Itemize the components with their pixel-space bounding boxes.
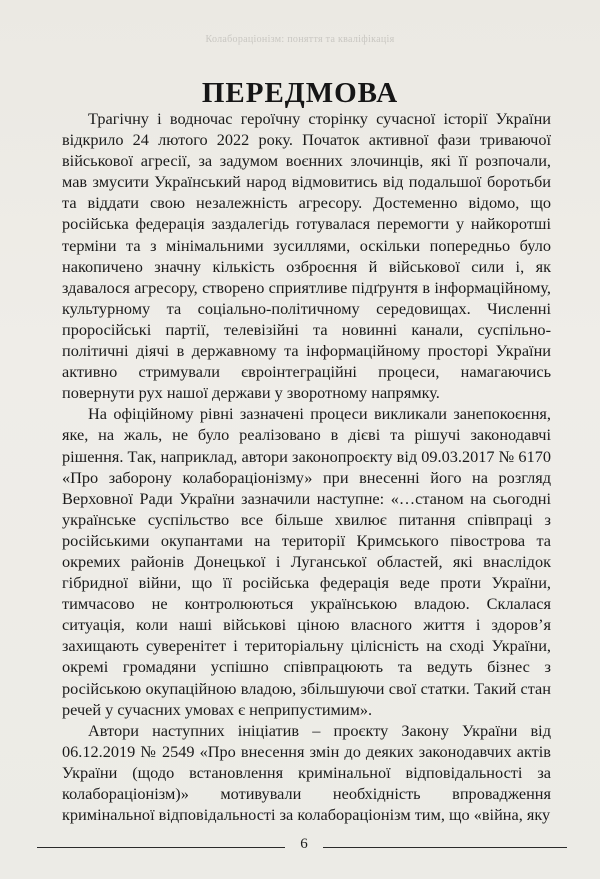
paragraph-2: На офіційному рівні зазначені процеси викликали занепокоєння, яке, на жаль, не було реалізовано в дієві та рішучі законодавчі рішення. Так, наприклад, автори законопроєкту від 09.03.2017 № 6170 «Про заборону колабораціонізму» при внесенні його на розгляд Верховної Ради України зазначили наступне: «…станом на сьогодні українське суспільство все більше хвилює питання співпраці з російськими окупантами на території Кримського півострова та окремих районів Донецької і Луганської областей, які внаслідок гібридної війни, що її російська федерація веде проти України, тимчасово не контролюються українською владою. Склалася ситуація, коли наші військові ціною власного життя і здоров’я захищають суверенітет і територіальну цілісність на сході України, окремі громадяни успішно співпрацюють та ведуть бізнес з російською окупаційною владою, збільшуючи свої статки. Такий стан речей у сучасних умовах є неприпустимим». xyxy=(62,404,551,719)
footer-rule-left xyxy=(37,847,285,848)
page-number: 6 xyxy=(300,836,308,852)
page-title: ПЕРЕДМОВА xyxy=(201,77,399,110)
footer-rule-right xyxy=(323,847,567,848)
body-text xyxy=(62,108,551,825)
running-head: Колабораціонізм: поняття та кваліфікація xyxy=(205,34,395,45)
page-footer xyxy=(37,836,567,856)
paragraph-3: Автори наступних ініціатив – проєкту Закону України від 06.12.2019 № 2549 «Про внесення змін до деяких законодавчих актів України (щодо встановлення кримінальної відповідальності за колабораціонізм)» мотивували необхідність впровадження кримінальної відповідальності за колабораціонізм тим, що «війна, яку xyxy=(62,720,551,825)
paragraph-1: Трагічну і водночас героїчну сторінку сучасної історії України відкрило 24 лютого 2022 року. Початок активної фази триваючої військової агресії, за задумом воєнних злочинців, які її розпочали, мав змусити Український народ відмовитись від подальшої боротьби та віддати свою незалежність агресору. Достеменно відомо, що російська федерація заздалегідь готувалася перемогти у найкоротші терміни та з мінімальними зусиллями, оскільки попередньо було накопичено значну кількість озброєння й військової сили і, як здавалося агресору, створено сприятливе підґрунтя в інформаційному, культурному та соціально-політичному середовищах. Численні проросійські партії, телевізійні та новинні канали, суспільно-політичні діячі в державному та інформаційному просторі України активно стримували євроінтеграційні процеси, намагаючись повернути рух нашої держави у зворотному напрямку. xyxy=(62,109,551,403)
